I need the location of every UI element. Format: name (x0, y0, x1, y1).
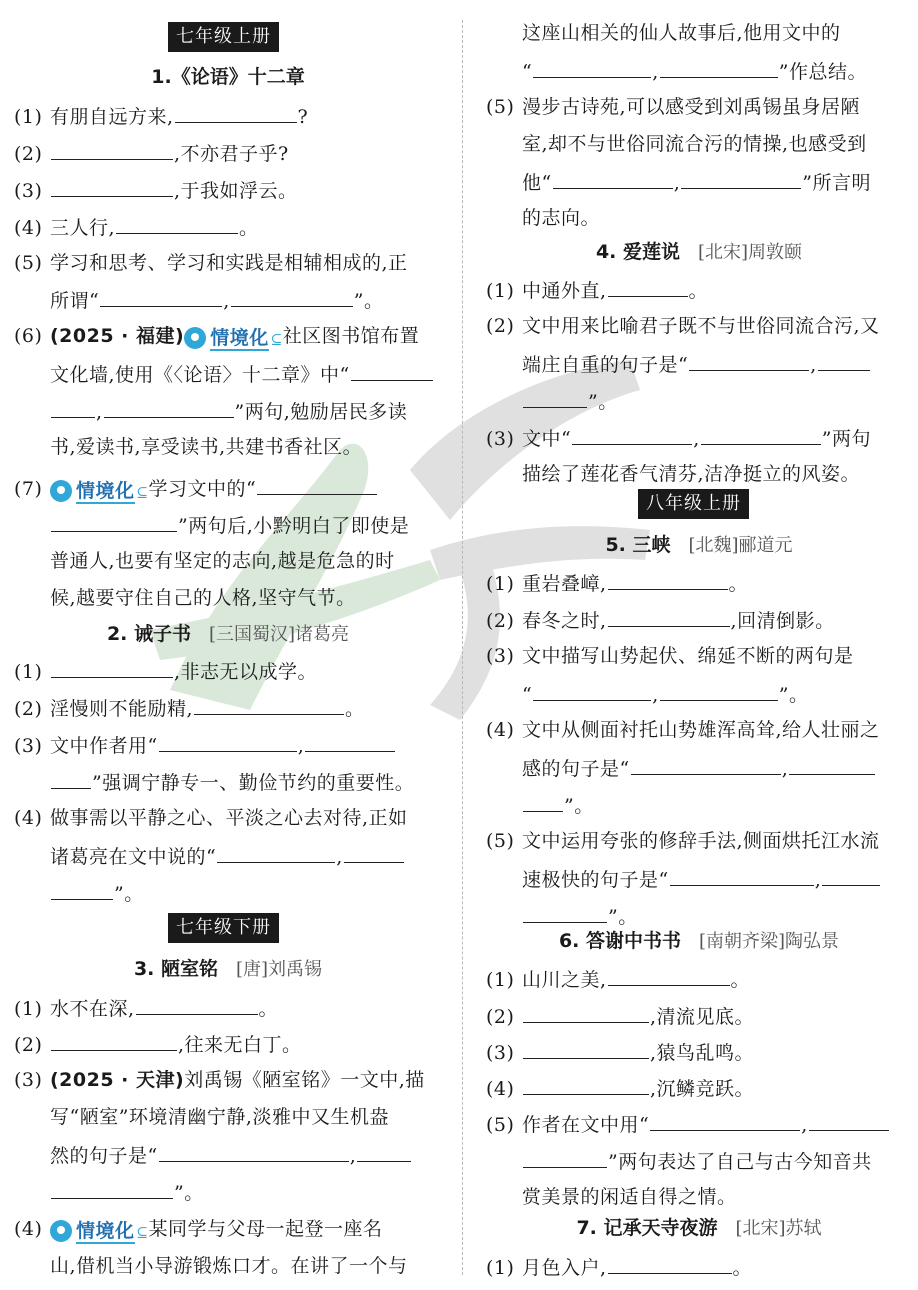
location-pin-icon (50, 1220, 72, 1242)
answer-blank[interactable] (533, 55, 651, 78)
location-pin-icon (50, 480, 72, 502)
chapter-title-6: 6. 答谢中书书 [南朝齐梁]陶弘景 (558, 930, 840, 952)
question-6-1: (1) 山川之美, 。 (486, 963, 912, 993)
answer-blank[interactable] (357, 1139, 411, 1162)
answer-blank[interactable] (572, 422, 692, 445)
answer-blank[interactable] (51, 395, 95, 418)
chapter-title-1: 1.《论语》十二章 (151, 66, 305, 88)
question-3-4: (4) 情境化 ⊆ 某同学与父母一起登一座名 (14, 1214, 442, 1244)
question-6-4: (4) ,沉鳞竞跃。 (486, 1072, 912, 1102)
question-2-2: (2) 淫慢则不能励精, 。 (14, 692, 442, 722)
answer-blank[interactable] (650, 1108, 800, 1131)
chapter-title-7: 7. 记承天寺夜游 [北宋]苏轼 (576, 1217, 822, 1239)
answer-blank[interactable] (660, 678, 778, 701)
answer-blank[interactable] (523, 900, 607, 923)
grade-banner-7b: 七年级下册 (168, 913, 279, 943)
chapter-title-4: 4. 爱莲说 [北宋]周敦颐 (595, 241, 803, 263)
answer-blank[interactable] (51, 877, 113, 900)
question-4-2: (2) 文中用来比喻君子既不与世俗同流合污,又 (486, 315, 880, 337)
answer-blank[interactable] (670, 863, 814, 886)
answer-blank[interactable] (523, 1036, 649, 1059)
question-5-1: (1) 重岩叠嶂, 。 (486, 567, 912, 597)
question-6-2: (2) ,清流见底。 (486, 1000, 912, 1030)
answer-blank[interactable] (608, 274, 688, 297)
answer-blank[interactable] (136, 992, 258, 1015)
question-2-4: (4) 做事需以平静之心、平淡之心去对待,正如 (14, 807, 408, 829)
question-1-7: (7) 情境化 ⊆ 学习文中的“ (14, 472, 442, 502)
chapter-title-5: 5. 三峡 [北魏]郦道元 (605, 534, 793, 556)
context-tag: 情境化 ⊆ (184, 322, 283, 353)
answer-blank[interactable] (257, 472, 377, 495)
answer-blank[interactable] (608, 567, 728, 590)
answer-blank[interactable] (608, 1251, 732, 1274)
answer-blank[interactable] (100, 284, 222, 307)
question-1-3: (3) ,于我如浮云。 (14, 174, 442, 204)
answer-blank[interactable] (217, 840, 335, 863)
answer-blank[interactable] (51, 174, 173, 197)
question-6-3: (3) ,猿鸟乱鸣。 (486, 1036, 912, 1066)
answer-blank[interactable] (533, 678, 651, 701)
answer-blank[interactable] (523, 1072, 649, 1095)
question-4-1: (1) 中通外直, 。 (486, 274, 912, 304)
question-3-5: (5) 漫步古诗苑,可以感受到刘禹锡虽身居陋 (486, 96, 861, 118)
answer-blank[interactable] (689, 348, 809, 371)
answer-blank[interactable] (789, 752, 875, 775)
answer-blank[interactable] (159, 729, 297, 752)
context-tag: 情境化 ⊆ (50, 475, 149, 506)
question-6-5: (5) 作者在文中用“ , (486, 1108, 912, 1138)
question-1-1: (1) 有朋自远方来, ? (14, 100, 442, 130)
answer-blank[interactable] (608, 963, 730, 986)
answer-blank[interactable] (660, 55, 778, 78)
answer-blank[interactable] (51, 509, 177, 532)
answer-blank[interactable] (231, 284, 353, 307)
question-5-5: (5) 文中运用夸张的修辞手法,侧面烘托江水流 (486, 830, 880, 852)
answer-blank[interactable] (51, 1028, 177, 1051)
location-pin-icon (184, 327, 206, 349)
question-7-1: (1) 月色入户, 。 (486, 1251, 912, 1281)
answer-blank[interactable] (631, 752, 781, 775)
column-divider (462, 20, 463, 1275)
chapter-title-2: 2. 诫子书 [三国蜀汉]诸葛亮 (106, 623, 350, 645)
answer-blank[interactable] (608, 604, 730, 627)
question-2-3: (3) 文中作者用“ , (14, 729, 442, 759)
answer-blank[interactable] (305, 729, 395, 752)
answer-blank[interactable] (809, 1108, 889, 1131)
grade-banner-7a: 七年级上册 (168, 22, 279, 52)
answer-blank[interactable] (822, 863, 880, 886)
answer-blank[interactable] (175, 100, 297, 123)
answer-blank[interactable] (553, 166, 673, 189)
answer-blank[interactable] (523, 1000, 649, 1023)
answer-blank[interactable] (51, 655, 173, 678)
answer-blank[interactable] (523, 789, 563, 812)
question-5-2: (2) 春冬之时, ,回清倒影。 (486, 604, 912, 634)
answer-blank[interactable] (51, 137, 173, 160)
context-tag: 情境化 ⊆ (50, 1215, 149, 1246)
question-3-1: (1) 水不在深, 。 (14, 992, 442, 1022)
answer-blank[interactable] (104, 395, 234, 418)
chapter-title-3: 3. 陋室铭 [唐]刘禹锡 (133, 958, 323, 980)
answer-blank[interactable] (194, 692, 344, 715)
grade-banner-8a: 八年级上册 (638, 489, 749, 519)
answer-blank[interactable] (344, 840, 404, 863)
question-5-4: (4) 文中从侧面衬托山势雄浑高耸,给人壮丽之 (486, 719, 880, 741)
question-2-1: (1) ,非志无以成学。 (14, 655, 442, 685)
question-5-3: (3) 文中描写山势起伏、绵延不断的两句是 (486, 645, 854, 667)
question-1-2: (2) ,不亦君子乎? (14, 137, 442, 167)
answer-blank[interactable] (523, 385, 587, 408)
answer-blank[interactable] (701, 422, 821, 445)
question-3-3: (3) (2025 · 天津)刘禹锡《陋室铭》一文中,描 (14, 1069, 425, 1091)
question-4-3: (3) 文中“ , ”两句 (486, 422, 912, 452)
answer-blank[interactable] (159, 1139, 349, 1162)
answer-blank[interactable] (523, 1145, 607, 1168)
answer-blank[interactable] (116, 211, 238, 234)
answer-blank[interactable] (51, 1176, 173, 1199)
question-1-6: (6) (2025 · 福建) 情境化 ⊆ 社区图书馆布置 (14, 321, 442, 351)
answer-blank[interactable] (351, 358, 433, 381)
question-1-5: (5) 学习和思考、学习和实践是相辅相成的,正 (14, 252, 408, 274)
answer-blank[interactable] (681, 166, 801, 189)
question-1-4: (4) 三人行, 。 (14, 211, 442, 241)
answer-blank[interactable] (51, 766, 91, 789)
question-3-4-cont: 这座山相关的仙人故事后,他用文中的 (522, 22, 841, 44)
answer-blank[interactable] (818, 348, 870, 371)
question-3-2: (2) ,往来无白丁。 (14, 1028, 442, 1058)
